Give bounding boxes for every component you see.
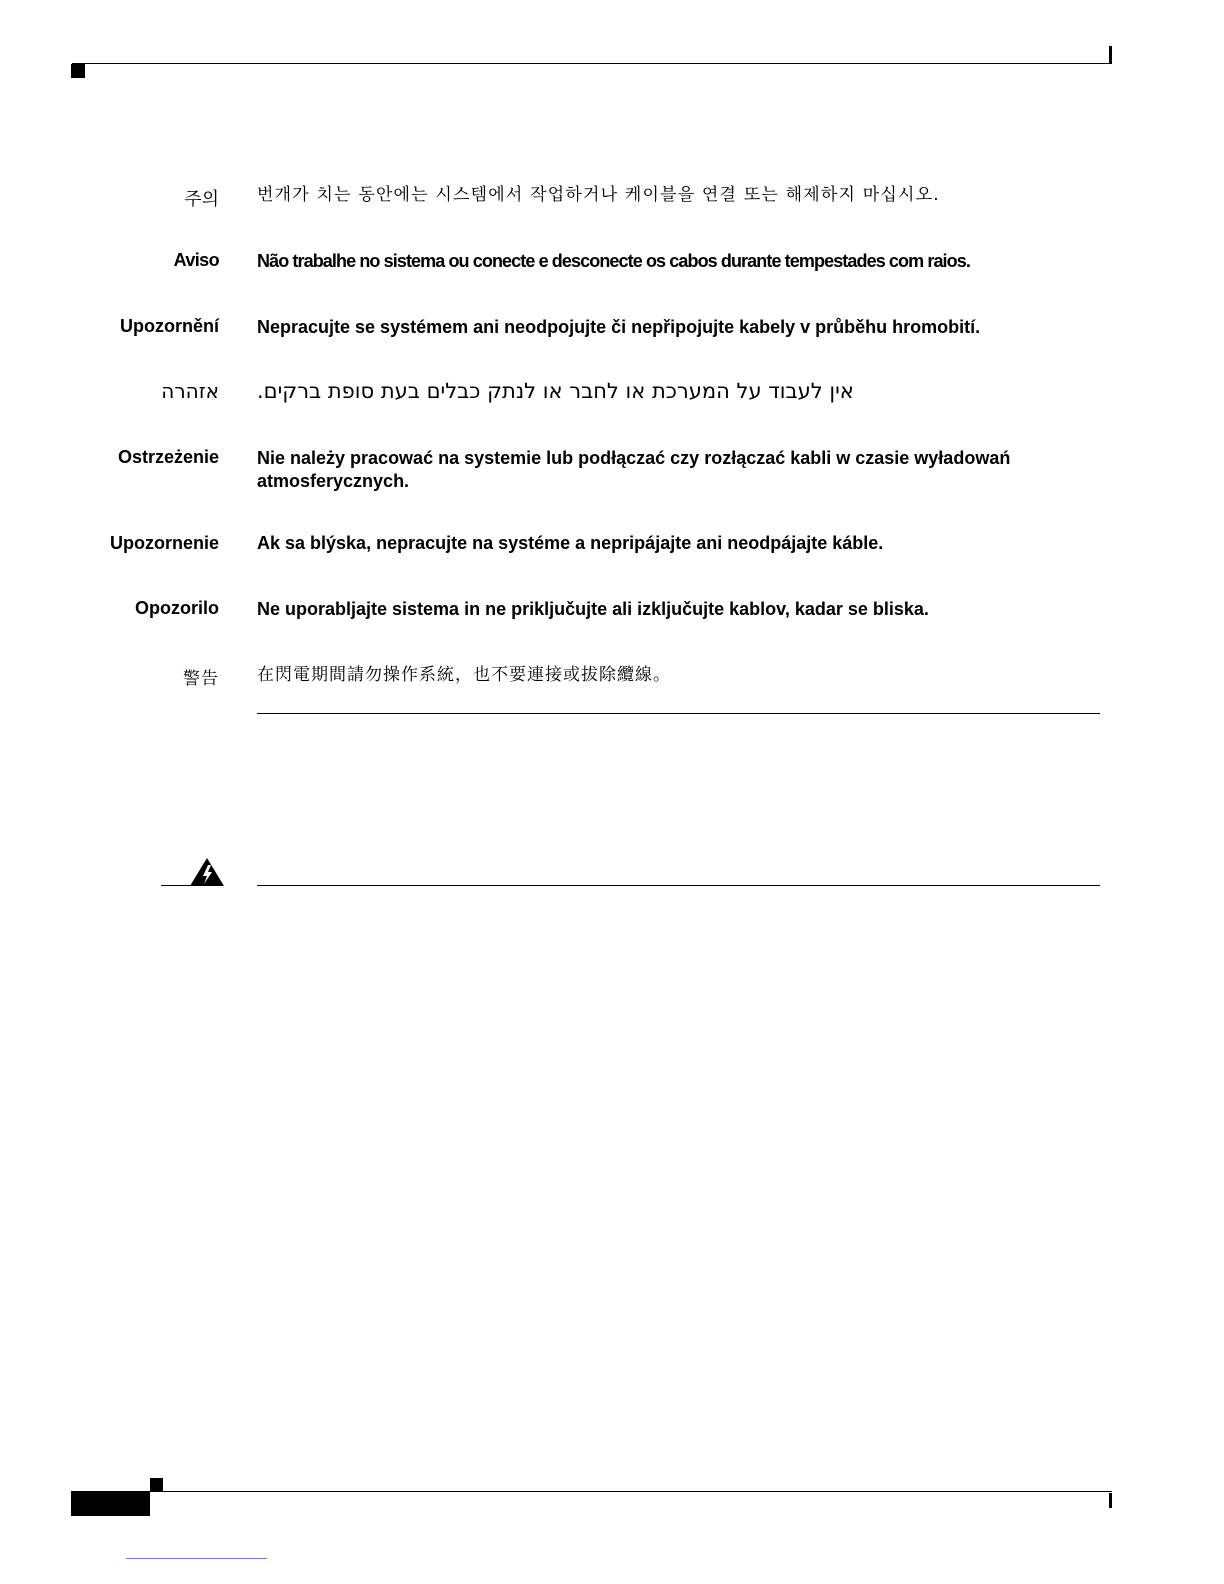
warning-text: Nepracujte se systémem ani neodpojujte či nepřipojujte kabely v průběhu hromobití. [257,317,981,337]
header-marker [71,64,85,78]
warning-text: Ne uporabljajte sistema in ne priključujte ali izključujte kablov, kadar se bliska. [257,599,929,619]
footer-rule [150,1491,1112,1492]
footer-marker [150,1478,163,1491]
warning-rule [257,885,1100,886]
warning-label: Aviso [173,250,219,270]
warning-icon-underline [161,885,223,886]
warning-text: 번개가 치는 동안에는 시스템에서 작업하거나 케이블을 연결 또는 해제하지 마십시오. [257,185,940,205]
header-rule [72,63,1112,64]
header-tick [1109,46,1112,64]
footer-block [71,1491,150,1516]
warning-lightning-icon [189,857,225,887]
warning-text: אין לעבוד על המערכת או לחבר או לנתק כבלים בעת סופת ברקים. [257,379,854,403]
footer-tick [1109,1493,1112,1508]
warning-text: 在閃電期間請勿操作系統，也不要連接或拔除纜線。 [257,665,671,685]
warning-text: Ak sa blýska, nepracujte na systéme a nepripájajte ani neodpájajte káble. [257,533,884,553]
footer-link-underline [126,1558,267,1559]
warning-text: Não trabalhe no sistema ou conecte e desconecte os cabos durante tempestades com raios. [257,251,970,271]
warning-label: Ostrzeżenie [117,447,219,467]
warning-label: Upozornenie [109,533,219,553]
warning-text: Nie należy pracować na systemie lub podłączać czy rozłączać kabli w czasie wyładowań atmosferycznych. [257,448,1011,491]
warning-label: 警告 [183,669,219,689]
section-divider [257,713,1100,714]
warning-label: Opozorilo [135,598,219,618]
warning-label: 주의 [184,189,219,209]
warning-label: אזהרה [161,379,219,403]
warning-label: Upozornění [120,316,219,336]
